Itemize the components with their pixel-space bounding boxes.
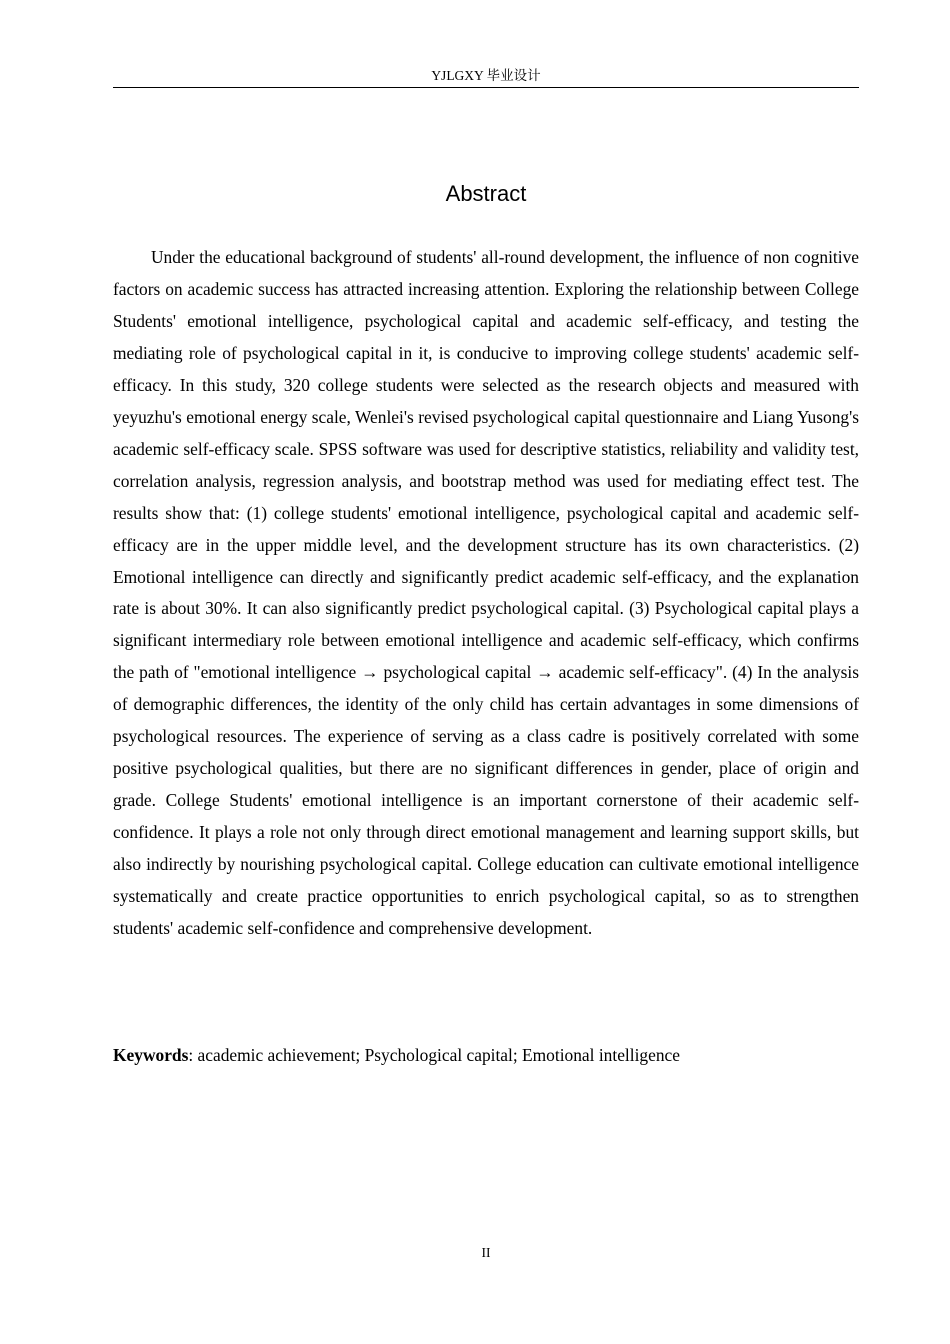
- header-text: YJLGXY 毕业设计: [431, 68, 541, 83]
- abstract-body: Under the educational background of students' all-round development, the influence of non cognitive factors on academic success has attracted increasing attention. Exploring the relationship between College Students' emotional intelligence, psychological capital and academic self-efficacy, and testing the mediating role of psychological capital in it, is conducive to improving college students' academic self-efficacy. In this study, 320 college students were selected as the research objects and measured with yeyuzhu's emotional energy scale, Wenlei's revised psychological capital questionnaire and Liang Yusong's academic self-efficacy scale. SPSS software was used for descriptive statistics, reliability and validity test, correlation analysis, regression analysis, and bootstrap method was used for mediating effect test. The results show that: (1) college students' emotional intelligence, psychological capital and academic self-efficacy are in the upper middle level, and the development structure has its own characteristics. (2) Emotional intelligence can directly and significantly predict academic self-efficacy, and the explanation rate is about 30%. It can also significantly predict psychological capital. (3) Psychological capital plays a significant intermediary role between emotional intelligence and academic self-efficacy, which confirms the path of "emotional intelligence → psychological capital → academic self-efficacy". (4) In the analysis of demographic differences, the identity of the only child has certain advantages in some dimensions of psychological resources. The experience of serving as a class cadre is positively correlated with some positive psychological qualities, but there are no significant differences in gender, place of origin and grade. College Students' emotional intelligence is an important cornerstone of their academic self-confidence. It plays a role not only through direct emotional management and learning support skills, but also indirectly by nourishing psychological capital. College education can cultivate emotional intelligence systematically and create practice opportunities to enrich psychological capital, so as to strengthen students' academic self-confidence and comprehensive development.: [113, 247, 859, 939]
- abstract-title: Abstract: [445, 181, 527, 206]
- page-number: II: [481, 1245, 491, 1260]
- keywords-line: [113, 1040, 859, 1072]
- page-header: [113, 67, 859, 88]
- keywords-separator: :: [188, 1045, 198, 1065]
- keywords-values: academic achievement; Psychological capital; Emotional intelligence: [197, 1045, 680, 1065]
- keywords-label: Keywords: [113, 1045, 189, 1065]
